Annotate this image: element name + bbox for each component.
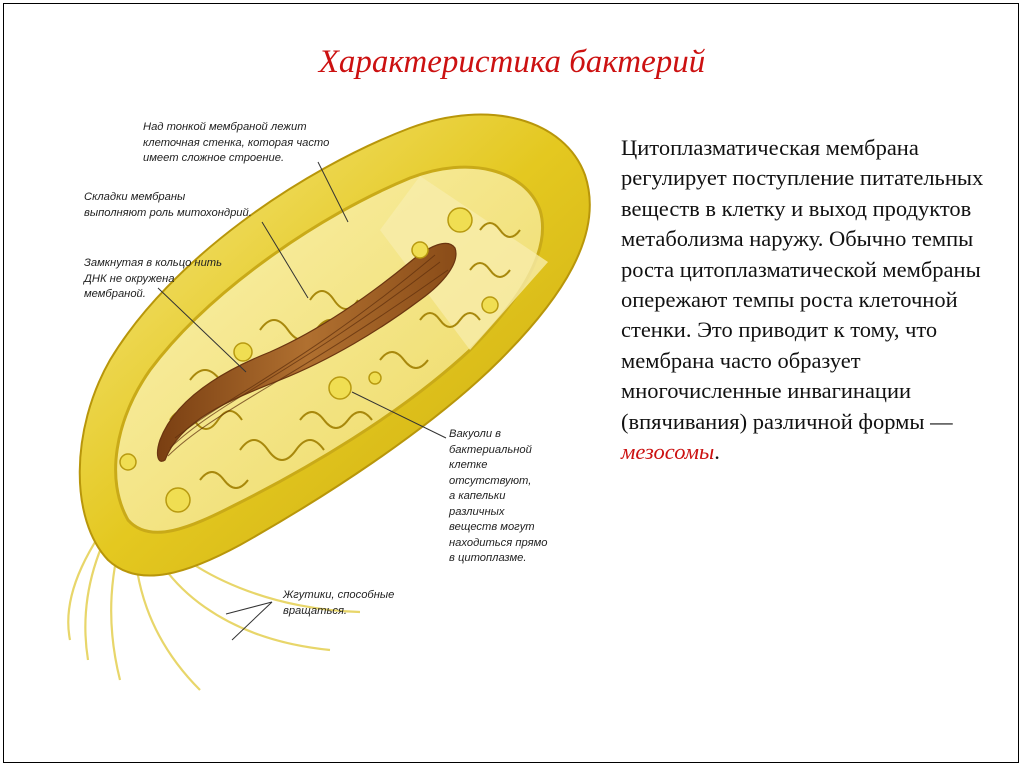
paragraph-main: Цитоплазматическая мембрана регулирует поступление питательных веществ в клетку и выход продуктов метаболизма наружу. Обычно темпы роста цитоплазматической мембраны опережают темпы роста клеточной стенки. Это приводит к тому, что мембрана часто образует многочисленные инвагинации (впячивания) различной формы — [621,135,984,434]
paragraph-end: . [714,439,720,465]
label-cell-wall: Над тонкой мембраной лежит клеточная стенка, которая часто имеет сложное строение. [143,121,330,164]
highlight-mesosomes: мезосомы [621,439,715,465]
label-dna: Замкнутая в кольцо нить ДНК не окружена мембраной. [84,257,222,300]
label-membrane-folds: Складки мембраны выполняют роль митохондрий. [84,191,252,219]
label-flagella: Жгутики, способные вращаться. [283,589,395,617]
label-vacuoles: Вакуоли в бактериальной клетке отсутствуют, а капельки различных веществ могут находиться прямо в цитоплазме. [449,428,548,564]
slide-title: Характеристика бактерий [318,44,706,80]
body-paragraph [621,133,1001,467]
